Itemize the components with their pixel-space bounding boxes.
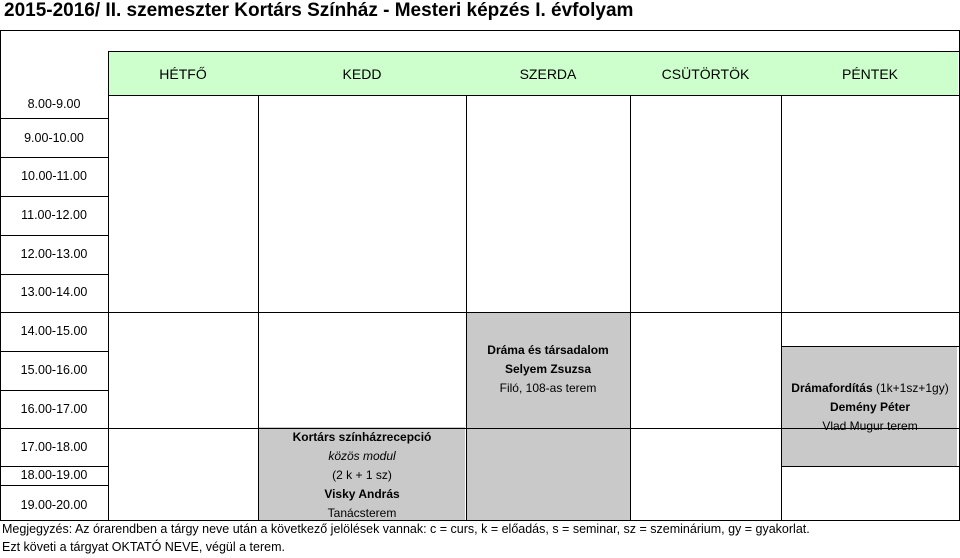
day-header-szerda: SZERDA — [519, 66, 577, 82]
course-teacher: Selyem Zsuzsa — [504, 362, 592, 376]
course-szerda — [466, 341, 630, 398]
course-kedd — [258, 428, 466, 523]
time-slot: 17.00-18.00 — [20, 440, 88, 454]
course-room: Filó, 108-as terem — [499, 381, 597, 395]
course-room: Tanácsterem — [327, 506, 397, 520]
time-slot: 8.00-9.00 — [27, 97, 81, 111]
page-title: 2015-2016/ II. szemeszter Kortárs Színház - Mesteri képzés I. évfolyam — [4, 0, 634, 21]
time-slot: 9.00-10.00 — [24, 131, 84, 145]
time-slot: 14.00-15.00 — [20, 324, 88, 338]
time-slot: 18.00-19.00 — [20, 468, 88, 482]
time-slot: 12.00-13.00 — [20, 247, 88, 261]
course-teacher: Demény Péter — [829, 400, 911, 414]
course-room: Vlad Mugur terem — [822, 419, 918, 433]
time-slot: 13.00-14.00 — [20, 285, 88, 299]
time-slot: 16.00-17.00 — [20, 402, 88, 416]
day-header-csutortok: CSÜTÖRTÖK — [661, 66, 750, 82]
course-name: Kortárs színházrecepció — [292, 430, 432, 444]
course-credits: (2 k + 1 sz) — [332, 468, 392, 482]
course-name: Dráma és társadalom — [487, 343, 609, 357]
course-title-line — [781, 379, 959, 398]
day-header-hetfo: HÉTFŐ — [159, 66, 207, 82]
time-slot: 15.00-16.00 — [20, 363, 88, 377]
time-slot: 11.00-12.00 — [21, 208, 87, 222]
course-credits: (1k+1sz+1gy) — [876, 381, 949, 395]
course-teacher: Visky András — [324, 487, 400, 501]
time-slot: 19.00-20.00 — [20, 498, 88, 512]
course-pentek — [781, 379, 959, 436]
course-name: Drámafordítás — [791, 381, 873, 395]
note-line-1: Megjegyzés: Az órarendben a tárgy neve után a következő jelölések vannak: c = curs, k = előadás, s = seminar, sz = szeminárium, gy = gyakorlat. — [2, 522, 810, 536]
time-slot: 10.00-11.00 — [21, 169, 87, 183]
day-header-pentek: PÉNTEK — [841, 66, 898, 82]
course-modul: közös modul — [328, 449, 396, 463]
day-header-kedd: KEDD — [342, 66, 382, 82]
note-line-2: Ezt követi a tárgyat OKTATÓ NEVE, végül a terem. — [2, 540, 285, 554]
